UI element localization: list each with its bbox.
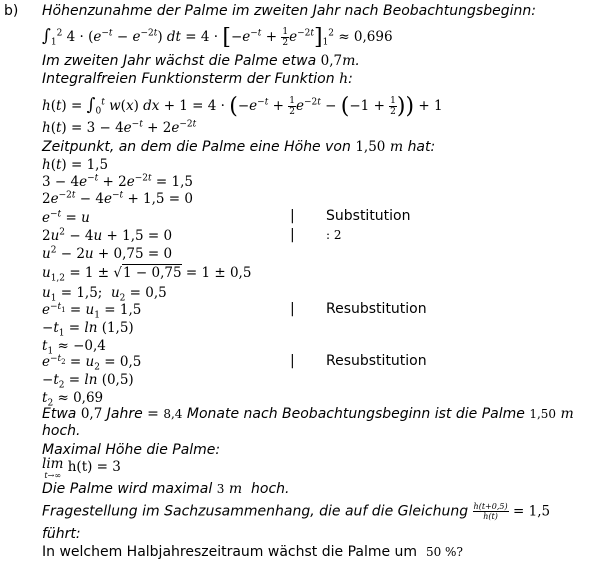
solutions-u: $u_1 = 1,5$; $u_2 = 0,5$	[42, 285, 167, 304]
text: hat:	[407, 139, 436, 155]
lim-subscript: t→∞	[44, 471, 62, 480]
denominator: h(t)	[483, 512, 498, 521]
text: Monate nach Beobachtungsbeginn ist die Palme	[186, 406, 525, 422]
value: 3	[216, 482, 225, 496]
question-equation	[42, 502, 550, 521]
equation-step-1: $3 - 4e^{-t} + 2e^{-2t} = 1,5$	[42, 173, 194, 190]
conclusion-time	[42, 406, 574, 423]
note-resubstitution-2: Resubstitution	[326, 353, 427, 369]
text: hoch.	[251, 481, 290, 497]
separator: |	[290, 353, 295, 369]
value: 0,7	[320, 53, 343, 69]
separator: |	[290, 208, 295, 224]
equation-step-2: $2e^{-2t} - 4e^{-t} + 1,5 = 0$	[42, 190, 194, 207]
note-resubstitution-1: Resubstitution	[326, 301, 427, 317]
question-cont: führt:	[42, 526, 81, 542]
function-name: h	[339, 71, 349, 87]
value: 1,50	[355, 139, 386, 155]
text: Integralfreien Funktionsterm der Funktion	[42, 71, 335, 87]
text: In welchem Halbjahreszeitraum wächst die Palme um	[42, 544, 418, 560]
result-t2: $t_2 \approx 0,69$	[42, 390, 104, 409]
numerator: h(t+0,5)	[473, 502, 508, 511]
note-divide: : 2	[326, 228, 342, 242]
question-answer	[42, 544, 463, 561]
ratio-fraction	[473, 502, 509, 521]
result-t1: $t_1 \approx -0,4$	[42, 338, 106, 357]
heading-max-height: Maximal Höhe die Palme:	[42, 442, 221, 458]
text: Etwa	[42, 406, 77, 422]
conclusion-time-cont: hoch.	[42, 423, 81, 439]
quadratic-u: $2u^2 - 4u + 1,5 = 0$	[42, 227, 173, 244]
part-label: b)	[4, 3, 19, 19]
function-derivation: $h(t) = \int_0^t$ w(x) dx + $1 = 4 \cdot (-e^{-t}$ + $\frac{1}{2}$ $e^{-2t} - (-1$ + $\frac{1}{2}$ )) + 1	[42, 94, 443, 119]
text: Im zweiten Jahr wächst die Palme etwa	[42, 53, 317, 69]
unit: m	[560, 406, 574, 422]
value-months: 8,4	[163, 407, 183, 421]
heading-function-term: Integralfreien Funktionsterm der Funktion h:	[42, 71, 353, 87]
log-equation-2: $-t_2 = \ln (0,5)$	[42, 372, 134, 391]
resubstitution-2: $e^{-t_2} = u_2 = 0,5$	[42, 353, 142, 373]
log-equation-1: $-t_1 = \ln (1,5)$	[42, 320, 134, 339]
equation-h-eq: h(t) = 1,5	[42, 157, 109, 173]
limit-equation	[42, 456, 121, 481]
unit: m	[342, 53, 356, 69]
quadratic-normalized: $u^2 - 2u + 0,75 = 0$	[42, 245, 173, 262]
separator: |	[290, 301, 295, 317]
percentage: 50 %?	[425, 545, 463, 559]
equation-value: = 1,5	[513, 503, 551, 520]
value-years: 0,7	[80, 406, 103, 422]
pq-formula: $u_{1,2} = 1 \pm √1 - 0,75 = 1 \pm 0,5$	[42, 265, 252, 284]
function-result: $h(t) = 3 - 4e^{-t} + 2e^{-2t}$	[42, 119, 197, 136]
limit-result: h(t) = 3	[67, 459, 121, 475]
text: Jahre =	[106, 406, 159, 422]
lim: lim	[42, 456, 64, 472]
resubstitution-1: $e^{-t_1} = u_1 = 1,5$	[42, 301, 142, 321]
value-height: 1,50	[529, 407, 557, 421]
unit: m	[389, 139, 404, 155]
heading-height-increase: Höhenzunahme der Palme im zweiten Jahr nach Beobachtungsbeginn:	[42, 3, 536, 19]
growth-second-year: Im zweiten Jahr wächst die Palme etwa 0,7m.	[42, 53, 360, 69]
unit: m	[228, 481, 243, 497]
substitution-line: $e^{-t} = u$	[42, 209, 90, 226]
max-height-conclusion	[42, 481, 289, 498]
heading-time-point	[42, 139, 435, 156]
separator: |	[290, 227, 295, 243]
text: Zeitpunkt, an dem die Palme eine Höhe von	[42, 139, 351, 155]
integral-equation: $\int_1^2$ $4 \cdot (e^{-t} - e^{-2t})$ dt = $4 \cdot [-e^{-t}$ + $\frac{1}{2}$ $e^{-2t}]_1^2 \approx 0,696$	[42, 25, 393, 50]
note-substitution: Substitution	[326, 208, 411, 224]
integral-result: ≈ 0,696	[338, 29, 393, 45]
text: Fragestellung im Sachzusammenhang, die auf die Gleichung	[42, 503, 469, 520]
text: Die Palme wird maximal	[42, 481, 213, 497]
